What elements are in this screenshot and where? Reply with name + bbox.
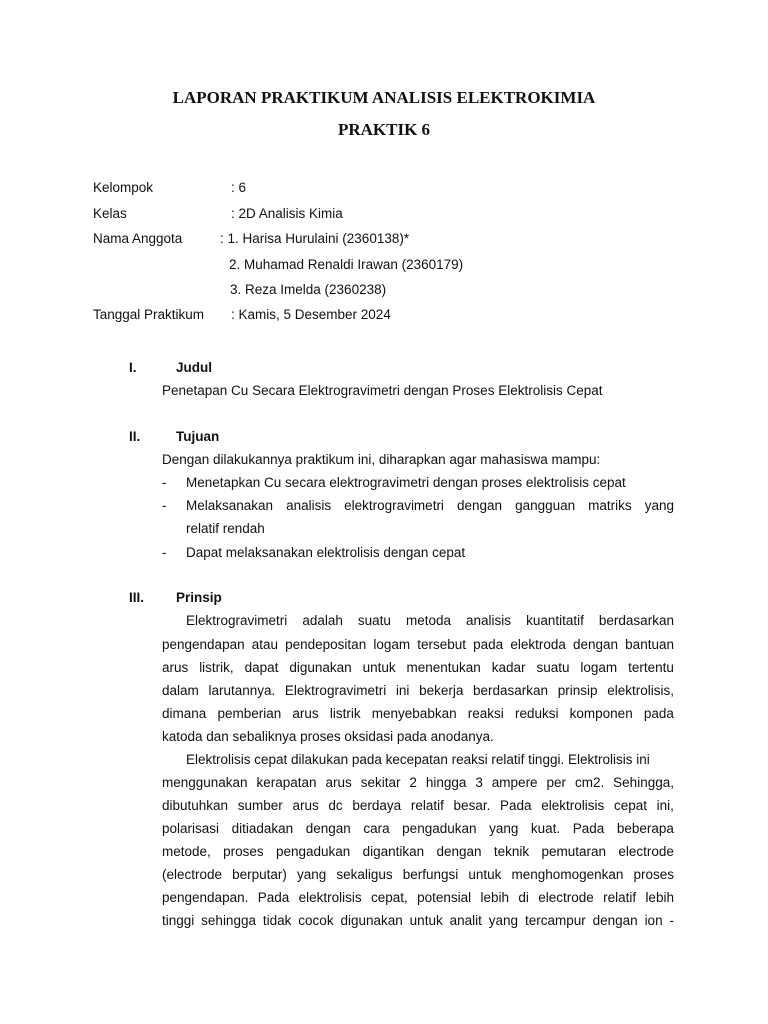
word: 2	[409, 775, 417, 790]
word: tersebut	[417, 637, 467, 652]
word: digunakan	[340, 913, 403, 928]
word: electrode	[538, 890, 594, 905]
word: listrik	[329, 706, 361, 721]
section-tujuan-number: II.	[129, 429, 141, 444]
word: pada	[643, 706, 674, 721]
word: analisis	[466, 613, 512, 628]
prinsip-p2-line-2	[162, 775, 674, 790]
word: pengadukan	[275, 844, 351, 859]
tanggal-label: Tanggal Praktikum	[93, 307, 205, 322]
word: pemberian	[217, 706, 282, 721]
word: berfungsi	[402, 867, 459, 882]
word: Elektrogravimetri	[186, 613, 288, 628]
prinsip-p1-line-5	[162, 706, 674, 721]
word: polarisasi	[162, 821, 220, 836]
section-judul-title: Judul	[176, 360, 212, 375]
word: Pada	[500, 798, 532, 813]
tujuan-item-2-line-2: relatif rendah	[186, 521, 265, 536]
tanggal-value: : Kamis, 5 Desember 2024	[231, 307, 391, 322]
word: Melaksanakan	[186, 498, 274, 513]
word: Sehingga,	[613, 775, 674, 790]
word: relatif	[603, 890, 637, 905]
word: pengadukan	[402, 821, 477, 836]
word: menyebabkan	[371, 706, 457, 721]
word: analit	[449, 913, 482, 928]
word: untuk	[362, 660, 396, 675]
kelas-label: Kelas	[93, 206, 127, 221]
tujuan-item-2-line-1	[186, 498, 674, 513]
word: proses	[633, 867, 674, 882]
word: lebih	[480, 890, 509, 905]
word: dalam	[162, 683, 199, 698]
word: logam	[373, 637, 411, 652]
word: reduksi	[514, 706, 559, 721]
word: menentukan	[406, 660, 481, 675]
word: menghomogenkan	[511, 867, 624, 882]
word: bantuan	[625, 637, 674, 652]
word: berdasarkan	[598, 613, 674, 628]
prinsip-p1-line-1	[186, 613, 674, 628]
word: electrode	[618, 844, 674, 859]
word: kerapatan	[256, 775, 317, 790]
word: arus	[325, 775, 352, 790]
word: yang	[489, 821, 519, 836]
word: arus	[162, 660, 189, 675]
prinsip-p2-line-7	[162, 890, 674, 905]
word: cocok	[298, 913, 334, 928]
word: yang	[297, 867, 327, 882]
word: listrik,	[199, 660, 234, 675]
word: digunakan	[289, 660, 352, 675]
prinsip-p2-line-1: Elektrolisis cepat dilakukan pada kecepatan reaksi relatif tinggi. Elektrolisis ini	[186, 752, 650, 767]
prinsip-p2-line-6	[162, 867, 674, 882]
word: prinsip	[557, 683, 598, 698]
word: lebih	[645, 890, 674, 905]
judul-text: Penetapan Cu Secara Elektrogravimetri dengan Proses Elektrolisis Cepat	[162, 383, 603, 398]
word: Pada	[257, 890, 290, 905]
word: sekitar	[360, 775, 401, 790]
word: kuantitatif	[526, 613, 584, 628]
prinsip-p1-line-3	[162, 660, 674, 675]
word: sekaligus	[336, 867, 393, 882]
word: arus	[292, 706, 319, 721]
word: dengan	[305, 821, 351, 836]
word: pengendapan	[162, 637, 245, 652]
word: digantikan	[362, 844, 425, 859]
word: yang	[644, 498, 674, 513]
anggota-label: Nama Anggota	[93, 231, 183, 246]
word: berdasarkan	[473, 683, 549, 698]
word: kuat.	[530, 821, 561, 836]
word: elektrolisis	[541, 798, 605, 813]
tujuan-item-3: Dapat melaksanakan elektrolisis dengan cepat	[186, 545, 466, 560]
kelompok-label: Kelompok	[93, 180, 154, 195]
word: ion	[644, 913, 663, 928]
word: proses	[223, 844, 264, 859]
prinsip-p2-line-5	[162, 844, 674, 859]
word: tertentu	[628, 660, 674, 675]
prinsip-p1-line-4	[162, 683, 674, 698]
word: beberapa	[616, 821, 674, 836]
word: reaksi	[467, 706, 504, 721]
word: elektroda	[510, 637, 566, 652]
word: pada	[473, 637, 504, 652]
word: metode,	[162, 844, 211, 859]
kelas-value: : 2D Analisis Kimia	[231, 206, 343, 221]
word: pemutaran	[541, 844, 607, 859]
word: di	[518, 890, 529, 905]
word: -	[669, 913, 674, 928]
section-judul-number: I.	[129, 360, 137, 375]
word: ditiadakan	[231, 821, 294, 836]
word: tinggi	[162, 913, 195, 928]
document-subtitle: PRAKTIK 6	[337, 120, 431, 139]
word: kadar	[491, 660, 526, 675]
word: dengan	[436, 844, 482, 859]
word: untuk	[468, 867, 502, 882]
word: dengan	[572, 637, 619, 652]
word: sumber	[237, 798, 283, 813]
word: hingga	[425, 775, 467, 790]
word: (electrode	[162, 867, 223, 882]
tujuan-intro: Dengan dilakukannya praktikum ini, diharapkan agar mahasiswa mampu:	[162, 452, 601, 467]
word: menggunakan	[162, 775, 248, 790]
word: dibutuhkan	[162, 798, 229, 813]
word: ampere	[491, 775, 538, 790]
word: dimana	[162, 706, 207, 721]
anggota-2: 2. Muhamad Renaldi Irawan (2360179)	[229, 257, 464, 272]
word: logam	[580, 660, 618, 675]
word: cara	[363, 821, 390, 836]
word: suatu	[357, 613, 391, 628]
word: analisis	[286, 498, 332, 513]
word: ini	[395, 683, 410, 698]
prinsip-p1-line-2	[162, 637, 674, 652]
word: dengan	[592, 913, 638, 928]
anggota-1: : 1. Harisa Hurulaini (2360138)*	[220, 231, 410, 246]
section-tujuan-title: Tujuan	[176, 429, 220, 444]
bullet-dash: -	[162, 545, 167, 560]
word: larutannya.	[208, 683, 276, 698]
word: metoda	[405, 613, 451, 628]
word: matriks	[588, 498, 632, 513]
word: cepat	[613, 798, 647, 813]
word: potensial	[417, 890, 472, 905]
word: komponen	[569, 706, 633, 721]
word: atau	[251, 637, 278, 652]
word: 3	[475, 775, 483, 790]
word: pengendapan.	[162, 890, 249, 905]
prinsip-p2-line-4	[162, 821, 674, 836]
prinsip-p1-line-6: katoda dan sebaliknya proses oksidasi pada anodanya.	[162, 729, 494, 744]
word: adalah	[302, 613, 343, 628]
prinsip-p2-line-3	[162, 798, 674, 813]
bullet-dash: -	[162, 498, 167, 513]
word: gangguan	[515, 498, 576, 513]
word: per	[546, 775, 567, 790]
word: untuk	[409, 913, 443, 928]
section-prinsip-number: III.	[129, 590, 145, 605]
word: dc	[328, 798, 343, 813]
anggota-3: 3. Reza Imelda (2360238)	[230, 282, 387, 297]
word: tidak	[262, 913, 292, 928]
word: besar.	[453, 798, 491, 813]
word: teknik	[493, 844, 530, 859]
word: tercampur	[524, 913, 586, 928]
word: relatif	[410, 798, 444, 813]
bullet-dash: -	[162, 475, 167, 490]
word: dapat	[244, 660, 279, 675]
word: sehingga	[201, 913, 256, 928]
word: elektrolisis,	[607, 683, 674, 698]
word: yang	[488, 913, 519, 928]
word: pendepositan	[285, 637, 367, 652]
word: Pada	[572, 821, 605, 836]
tujuan-item-1: Menetapkan Cu secara elektrogravimetri dengan proses elektrolisis cepat	[186, 475, 626, 490]
word: berdaya	[352, 798, 402, 813]
word: Elektrogravimetri	[284, 683, 387, 698]
word: ini,	[656, 798, 674, 813]
word: arus	[292, 798, 319, 813]
word: elektrogravimetri	[344, 498, 444, 513]
word: bekerja	[419, 683, 464, 698]
word: cepat,	[370, 890, 408, 905]
document-title: LAPORAN PRAKTIKUM ANALISIS ELEKTROKIMIA	[172, 88, 596, 107]
word: dengan	[456, 498, 503, 513]
kelompok-value: : 6	[231, 180, 247, 195]
word: cm2.	[574, 775, 605, 790]
section-prinsip-title: Prinsip	[176, 590, 222, 605]
word: elektrolisis	[298, 890, 362, 905]
word: suatu	[536, 660, 570, 675]
prinsip-p2-line-8	[162, 913, 674, 928]
word: berputar)	[232, 867, 287, 882]
